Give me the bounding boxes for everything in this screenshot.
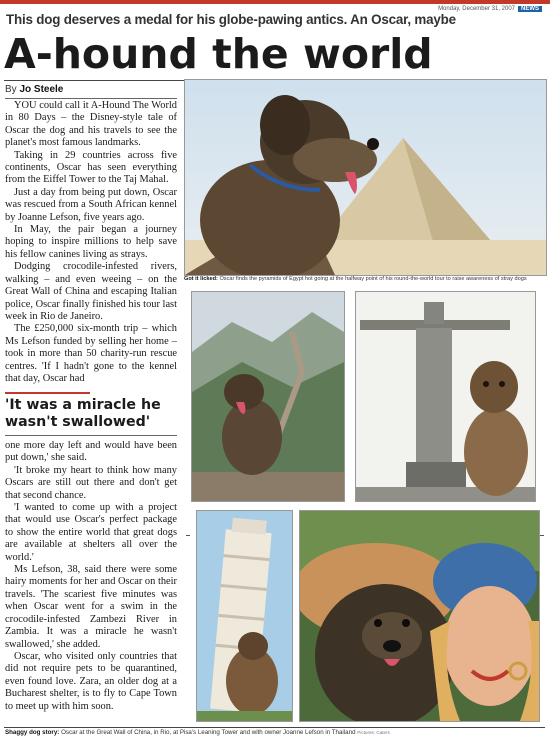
footer-rule: [4, 727, 545, 728]
layout-tick: [186, 535, 190, 536]
pullquote: 'It was a miracle he wasn't swallowed': [5, 397, 161, 430]
article-paragraph: Ms Lefson, 38, said there were some hairy moments for her and Oscar on their travels. 'The scariest five minutes was when Oscar went for a swim in the crocodile-infested Zambezi River in Zambia. It was a miracle he wasn't swallowed,' she added.: [5, 564, 177, 650]
article-paragraph: Dodging crocodile-infested rivers, walking – and even weeing – on the Great Wall of China and escaping Italian police, Oscar finally finished his tour last week in Rio de Janeiro.: [5, 261, 177, 322]
photo-dog-pisa: [196, 510, 293, 722]
article-paragraph: In May, the pair began a journey hoping to inspire millions to help save his fellow canines living as strays.: [5, 224, 177, 260]
layout-tick: [540, 535, 544, 536]
caption-text: Oscar finds the pyramids of Egypt hot going at the halfway point of his round-the-world tour to raise awareness of stray dogs: [219, 276, 527, 282]
photo-caption-egypt: [184, 276, 545, 282]
article-column-top: [5, 100, 177, 388]
byline-prefix: By: [5, 84, 17, 95]
byline-rule: [5, 98, 177, 99]
caption-lead: Got it licked:: [184, 276, 218, 282]
kicker: This dog deserves a medal for his globe-pawing antics. An Oscar, maybe: [6, 12, 456, 27]
date-text: Monday, December 31, 2007: [438, 6, 515, 12]
pullquote-rule: [5, 392, 90, 394]
photo-credit: Pictures: Caters: [357, 730, 390, 735]
article-paragraph: YOU could call it A-Hound The World in 80 Days – the Disney-style tale of Oscar the dog and his travels to see the planet's most famous landmarks.: [5, 100, 177, 149]
article-paragraph: one more day left and would have been put down,' she said.: [5, 440, 177, 464]
article-column-bottom: [5, 440, 177, 727]
photo-dog-with-owner: [299, 510, 540, 722]
top-rule: [0, 0, 550, 4]
photo-dog-at-pyramids: [184, 79, 547, 276]
byline: [5, 84, 63, 95]
article-paragraph: 'It broke my heart to think how many Oscars are still out there and don't get that second chance.: [5, 464, 177, 501]
pullquote-divider: [5, 435, 177, 436]
article-paragraph: 'I wanted to come up with a project that would use Oscar's perfect package to show the entire world that great dogs are available at shelters all over the world.': [5, 502, 177, 563]
byline-author: Jo Steele: [19, 84, 64, 95]
photo-dog-great-wall: [191, 291, 345, 502]
article-paragraph: The £250,000 six-month trip – which Ms Lefson funded by selling her home – took in more than 50 charity-run rescue centres. 'If I hadn't gone to the kennel that day, Oscar had: [5, 323, 177, 384]
photo-caption-bottom: [5, 729, 545, 736]
article-paragraph: Taking in 29 countries across five continents, Oscar has seen everything from the Eiffel Tower to the Taj Mahal.: [5, 149, 177, 186]
section-badge: NEWS: [518, 6, 542, 12]
article-paragraph: Just a day from being put down, Oscar was rescued from a South African kennel by Joanne Lefson, five years ago.: [5, 186, 177, 223]
headline: A-hound the world: [4, 30, 433, 78]
article-paragraph: Oscar, who visited only countries that did not require pets to be quarantined, even found love. Zara, an older dog at a Bucharest shelter, is to fly to Cape Town to meet up with him soon.: [5, 650, 177, 712]
photo-dog-rio: [355, 291, 536, 502]
caption-lead: Shaggy dog story:: [5, 729, 60, 736]
caption-text: Oscar at the Great Wall of China, in Rio, at Pisa's Leaning Tower and with owner Joanne Lefson in Thailand: [61, 729, 356, 736]
